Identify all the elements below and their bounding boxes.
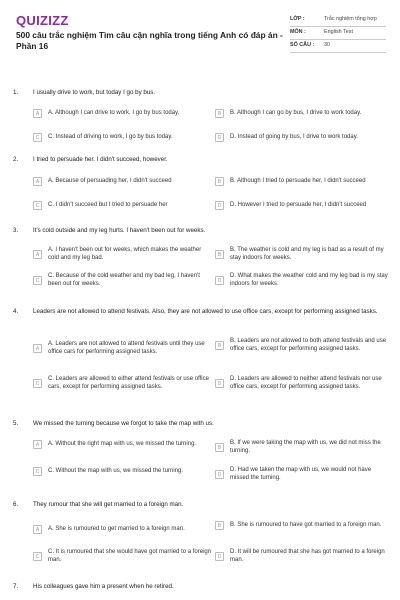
question-text: It's cold outside and my leg hurts. I haven't been out for weeks. (33, 227, 206, 234)
question-number: 6. (13, 501, 19, 508)
option-letter-box: C (33, 552, 42, 561)
quizizz-logo: QUIZIZZ (16, 13, 69, 28)
option-letter-box: C (33, 201, 42, 210)
option-a[interactable] (33, 440, 213, 449)
option-letter-box: B (215, 443, 224, 452)
option-letter-box: A (33, 250, 42, 259)
option-b[interactable] (215, 109, 390, 118)
worksheet-title: 500 câu trắc nghiệm Tìm câu cận nghĩa trong tiếng Anh có đáp án - Phần 16 (16, 30, 283, 51)
question-number: 3. (13, 227, 19, 234)
option-c[interactable] (33, 376, 213, 391)
meta-value: 30 (324, 42, 330, 48)
worksheet-header (0, 0, 400, 80)
option-text: A. Leaders are not allowed to attend festivals until they use office cars for performing assigned tasks. (48, 341, 205, 355)
option-text: D. Had we taken the map with us, we would not have missed the turning. (230, 467, 372, 481)
option-text: B. The weather is cold and my leg is bad as a result of my stay indoors for weeks. (230, 247, 384, 261)
meta-row-class (290, 14, 386, 27)
option-text: A. Without the right map with us, we missed the turning. (48, 440, 197, 447)
option-text: D. Leaders are allowed to neither attend festivals nor use office cars, except for performing assigned tasks. (230, 376, 382, 390)
option-letter-box: C (33, 276, 42, 285)
meta-value: Trắc nghiệm tổng hợp (324, 16, 377, 22)
option-text: D. What makes the weather cold and my leg bad is my stay indoors for weeks. (230, 273, 388, 287)
option-d[interactable] (215, 201, 395, 210)
option-a[interactable] (33, 341, 213, 356)
question-text: Leaders are not allowed to attend festivals. Also, they are not allowed to use office cars, except for performing assigned tasks. (33, 308, 378, 315)
option-text: D. Instead of going by bus, I drive to work today. (230, 133, 358, 140)
option-c[interactable] (33, 201, 213, 210)
question-text: I usually drive to work, but today I go by bus. (33, 89, 156, 96)
option-text: B. She is rumoured to have got married to a foreign man. (230, 521, 382, 528)
option-letter-box: D (215, 201, 224, 210)
option-c[interactable] (33, 549, 213, 564)
option-letter-box: B (215, 521, 224, 530)
option-b[interactable] (215, 521, 393, 530)
option-text: A. I haven't been out for weeks, which makes the weather cold and my leg bad. (48, 247, 202, 261)
option-b[interactable] (215, 247, 393, 262)
option-text: A. Although I can drive to work, I go by bus today. (48, 109, 180, 116)
option-text: B. If we were taking the map with us, we did not miss the turning. (230, 440, 381, 454)
option-letter-box: D (215, 552, 224, 561)
option-text: C. Because of the cold weather and my bad leg, I haven't been out for weeks. (48, 273, 200, 287)
option-letter-box: B (215, 341, 224, 350)
option-text: C. I didn't succeed but I tried to persuade her (48, 201, 168, 208)
option-letter-box: B (215, 250, 224, 259)
meta-key: SỐ CÂU : (290, 42, 315, 48)
meta-key: MÔN : (290, 29, 306, 35)
question-text: They rumour that she will get married to a foreign man. (33, 501, 184, 508)
option-b[interactable] (215, 440, 385, 455)
option-text: A. She is rumoured to get married to a foreign man. (48, 525, 185, 532)
option-d[interactable] (215, 133, 390, 142)
worksheet-meta (290, 14, 386, 53)
option-a[interactable] (33, 525, 213, 534)
option-letter-box: A (33, 177, 42, 186)
option-text: B. Although I tried to persuade her, I didn't succeed (230, 177, 366, 184)
option-b[interactable] (215, 338, 393, 353)
option-c[interactable] (33, 133, 213, 142)
option-letter-box: C (33, 467, 42, 476)
question-text: I tried to persuade her. I didn't succeed, however. (33, 156, 168, 163)
meta-row-subject (290, 27, 386, 40)
option-letter-box: A (33, 525, 42, 534)
question-number: 1. (13, 89, 19, 96)
option-letter-box: D (215, 133, 224, 142)
option-text: C. Instead of driving to work, I go by bus today. (48, 133, 173, 140)
option-text: D. However I tried to persuade her, I didn't succeed (230, 201, 367, 208)
option-letter-box: A (33, 109, 42, 118)
option-d[interactable] (215, 273, 393, 288)
meta-key: LỚP : (290, 16, 305, 22)
meta-row-count (290, 40, 386, 53)
option-d[interactable] (215, 549, 393, 564)
option-letter-box: C (33, 133, 42, 142)
option-letter-box: D (215, 470, 224, 479)
option-text: A. Because of persuading her, I didn't succeed (48, 177, 172, 184)
option-letter-box: D (215, 379, 224, 388)
option-text: C. It is rumoured that she would have got married to a foreign man. (48, 549, 212, 563)
question-number: 2. (13, 156, 19, 163)
option-c[interactable] (33, 467, 213, 476)
option-text: B. Although I can go by bus, I drive to work today. (230, 109, 362, 116)
option-text: D. It will be rumoured that she has got married to a foreign man. (230, 549, 385, 563)
option-letter-box: D (215, 276, 224, 285)
option-letter-box: C (33, 379, 42, 388)
option-a[interactable] (33, 247, 213, 262)
option-letter-box: B (215, 177, 224, 186)
option-c[interactable] (33, 273, 213, 288)
option-a[interactable] (33, 177, 213, 186)
meta-value: English Test (324, 29, 353, 35)
option-text: C. Leaders are allowed to either attend festivals or use office cars, except for performing assigned tasks. (48, 376, 209, 390)
question-number: 4. (13, 308, 19, 315)
question-number: 7. (13, 583, 19, 590)
option-d[interactable] (215, 467, 385, 482)
question-number: 5. (13, 420, 19, 427)
option-letter-box: A (33, 344, 42, 353)
question-text: We missed the turning because we forgot to take the map with us. (33, 420, 214, 427)
option-b[interactable] (215, 177, 395, 186)
option-text: C. Without the map with us, we missed the turning. (48, 467, 184, 474)
option-d[interactable] (215, 376, 393, 391)
option-a[interactable] (33, 109, 213, 118)
option-letter-box: B (215, 109, 224, 118)
option-text: B. Leaders are not allowed to both attend festivals and use office cars, except for performing assigned tasks. (230, 338, 387, 352)
question-text: His colleagues gave him a present when he retired. (33, 583, 174, 590)
option-letter-box: A (33, 440, 42, 449)
